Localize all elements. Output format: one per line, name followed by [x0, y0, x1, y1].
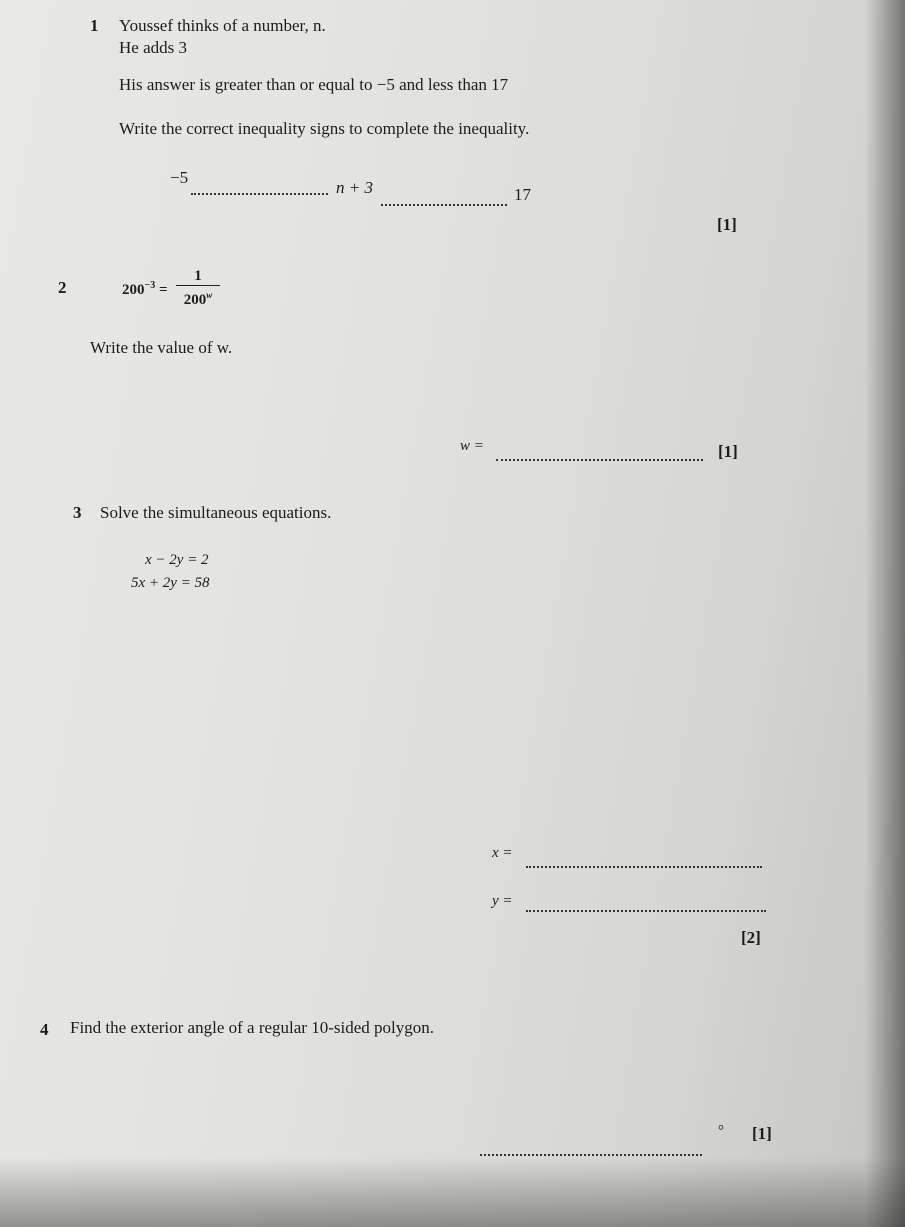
q3-marks: [2] [741, 928, 761, 947]
q3-number: 3 [73, 503, 82, 522]
q1-left-value: −5 [170, 168, 189, 187]
q1-line2: He adds 3 [119, 38, 187, 57]
q4-degree-symbol: ° [718, 1123, 724, 1139]
q2-fraction [176, 268, 220, 308]
q2-answer-line[interactable] [496, 459, 703, 461]
q1-number: 1 [90, 16, 99, 35]
page-edge-shadow [865, 0, 905, 1227]
q2-fraction-bar [176, 285, 220, 286]
q2-equals: = [158, 282, 168, 298]
q2-instruction: Write the value of w. [90, 338, 233, 357]
q4-number: 4 [40, 1020, 49, 1039]
q4-answer-line[interactable] [480, 1154, 702, 1156]
q1-answer-line-2[interactable] [381, 204, 507, 206]
page-bottom-shadow [0, 1157, 905, 1227]
q1-line3: His answer is greater than or equal to −5 and less than 17 [119, 75, 509, 94]
q1-instruction: Write the correct inequality signs to complete the inequality. [119, 119, 530, 138]
q1-right-value: 17 [514, 185, 531, 204]
q1-answer-line-1[interactable] [191, 193, 328, 195]
q1-middle-expr: n + 3 [336, 178, 373, 197]
q2-den-exponent: w [206, 290, 213, 300]
q3-y-answer-line[interactable] [526, 910, 766, 912]
q3-equation-2: 5x + 2y = 58 [131, 575, 210, 591]
q3-y-label: y = [492, 893, 513, 909]
q2-answer-label: w = [460, 438, 484, 454]
q2-lhs-exponent: −3 [144, 280, 156, 291]
q2-fraction-numerator: 1 [194, 268, 202, 284]
q2-den-base: 200 [183, 292, 207, 308]
q4-marks: [1] [752, 1124, 772, 1143]
q2-marks: [1] [718, 442, 738, 461]
q3-x-label: x = [492, 845, 513, 861]
q4-instruction: Find the exterior angle of a regular 10-sided polygon. [70, 1018, 434, 1037]
q2-number: 2 [58, 278, 67, 297]
q3-instruction: Solve the simultaneous equations. [100, 503, 332, 522]
q2-fraction-denominator [176, 287, 220, 308]
q3-equation-1: x − 2y = 2 [145, 552, 209, 568]
q3-x-answer-line[interactable] [526, 866, 762, 868]
q1-marks: [1] [717, 215, 737, 234]
q1-line1: Youssef thinks of a number, n. [119, 16, 326, 35]
q2-lhs-base: 200 [122, 282, 145, 298]
q2-lhs [122, 280, 168, 299]
